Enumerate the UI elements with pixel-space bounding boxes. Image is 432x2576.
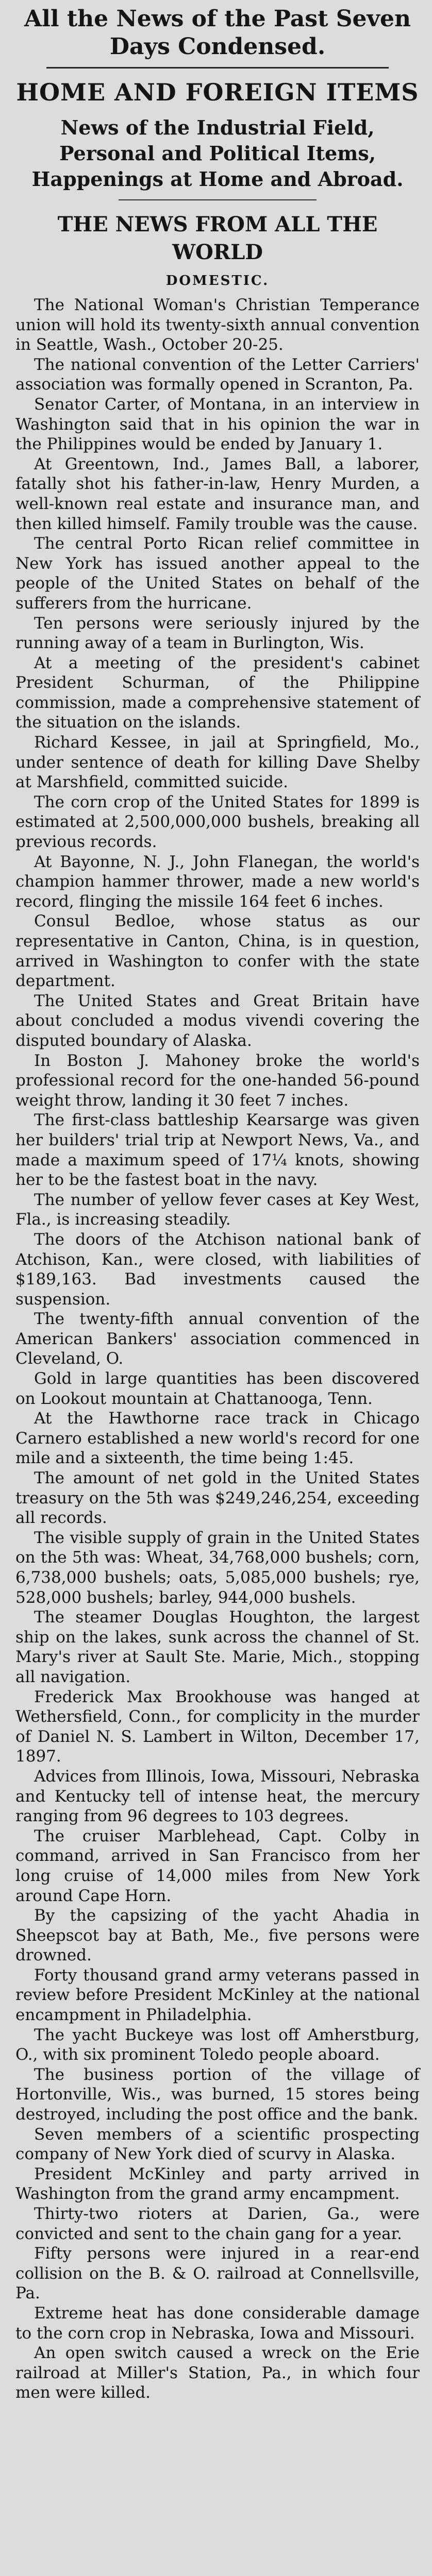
news-item: Ten persons were seriously injured by the running away of a team in Burlington, Wis. xyxy=(15,614,420,653)
news-item: The United States and Great Britain have about concluded a modus vivendi covering the disputed boundary of Alaska. xyxy=(15,991,420,1050)
news-item: Frederick Max Brookhouse was hanged at Wethersfield, Conn., for complicity in the murder of Daniel N. S. Lambert in Wilton, December 17, 1897. xyxy=(15,1687,420,1766)
news-item: Extreme heat has done considerable damage to the corn crop in Nebraska, Iowa and Missouri. xyxy=(15,2303,420,2343)
news-item: Senator Carter, of Montana, in an interview in Washington said that in his opinion the war in the Philippines would be ended by January 1. xyxy=(15,395,420,454)
news-item: Gold in large quantities has been discovered on Lookout mountain at Chattanooga, Tenn. xyxy=(15,1369,420,1408)
news-item: At a meeting of the president's cabinet President Schurman, of the Philippine commission, made a comprehensive statement of the situation on the islands. xyxy=(15,653,420,732)
news-item: Seven members of a scientific prospecting company of New York died of scurvy in Alaska. xyxy=(15,2125,420,2164)
news-item: The business portion of the village of Hortonville, Wis., was burned, 15 stores being destroyed, including the post office and the bank. xyxy=(15,2065,420,2124)
news-heading: THE NEWS FROM ALL THE WORLD xyxy=(57,212,378,264)
news-item: Consul Bedloe, whose status as our representative in Canton, China, is in question, arrived in Washington to confer with the state department. xyxy=(15,912,420,991)
news-item: President McKinley and party arrived in Washington from the grand army encampment. xyxy=(15,2164,420,2204)
news-column xyxy=(15,295,420,2403)
news-item: The amount of net gold in the United States treasury on the 5th was $249,246,254, exceeding all records. xyxy=(15,1469,420,1528)
news-item: The steamer Douglas Houghton, the largest ship on the lakes, sunk across the channel of St. Mary's river at Sault Ste. Marie, Mich., stopping all navigation. xyxy=(15,1608,420,1686)
news-item: An open switch caused a wreck on the Erie railroad at Miller's Station, Pa., in which four men were killed. xyxy=(15,2344,420,2402)
news-item: At the Hawthorne race track in Chicago Carnero established a new world's record for one mile and a sixteenth, the time being 1:45. xyxy=(15,1409,420,1468)
main-headline: All the News of the Past Seven Days Condensed. xyxy=(24,6,411,60)
news-item: Thirty-two rioters at Darien, Ga., were convicted and sent to the chain gang for a year. xyxy=(15,2205,420,2243)
news-item: The national convention of the Letter Carriers' association was formally opened in Scranton, Pa. xyxy=(15,355,420,394)
news-item: The central Porto Rican relief committee in New York has issued another appeal to the people of the United States on behalf of the sufferers from the hurricane. xyxy=(15,534,420,613)
news-item: In Boston J. Mahoney broke the world's professional record for the one-handed 56-pound weight throw, landing it 30 feet 7 inches. xyxy=(15,1051,420,1110)
section-rule xyxy=(119,199,317,200)
news-item: Forty thousand grand army veterans passed in review before President McKinley at the national encampment in Philadelphia. xyxy=(15,1965,420,2025)
news-item: The yacht Buckeye was lost off Amherstburg, O., with six prominent Toledo people aboard. xyxy=(15,2025,420,2064)
news-item: Advices from Illinois, Iowa, Missouri, Nebraska and Kentucky tell of intense heat, the mercury ranging from 96 degrees to 103 degrees. xyxy=(15,1767,420,1826)
news-item: The doors of the Atchison national bank of Atchison, Kan., were closed, with liabilities of $189,163. Bad investments caused the suspension. xyxy=(15,1230,420,1309)
news-item: At Greentown, Ind., James Ball, a laborer, fatally shot his father-in-law, Henry Murden, a well-known real estate and insurance man, and then killed himself. Family trouble was the cause. xyxy=(15,454,420,533)
news-item: The visible supply of grain in the United States on the 5th was: Wheat, 34,768,000 bushels; corn, 6,738,000 bushels; oats, 5,085,000 bushels; rye, 528,000 bushels; barley, 944,000 bushels. xyxy=(15,1528,420,1607)
news-item: By the capsizing of the yacht Ahadia in Sheepscot bay at Bath, Me., five persons were drowned. xyxy=(15,1906,420,1965)
subheading: News of the Industrial Field, Personal and Political Items, Happenings at Home and Abroad. xyxy=(31,116,404,191)
news-item: The corn crop of the United States for 1899 is estimated at 2,500,000,000 bushels, breaking all previous records. xyxy=(15,792,420,852)
news-item: Fifty persons were injured in a rear-end collision on the B. & O. railroad at Connellsville, Pa. xyxy=(15,2244,420,2303)
news-item: The National Woman's Christian Temperance union will hold its twenty-sixth annual convention in Seattle, Wash., October 20-25. xyxy=(15,296,420,354)
section-heading: HOME AND FOREIGN ITEMS xyxy=(16,78,419,106)
news-item: The number of yellow fever cases at Key West, Fla., is increasing steadily. xyxy=(15,1190,420,1229)
headline-rule xyxy=(46,67,389,69)
news-item: The first-class battleship Kearsarge was given her builders' trial trip at Newport News, Va., and made a maximum speed of 17¼ knots, showing her to be the fastest boat in the navy. xyxy=(15,1111,420,1190)
news-item: The twenty-fifth annual convention of the American Bankers' association commenced in Cleveland, O. xyxy=(15,1310,420,1368)
news-item: Richard Kessee, in jail at Springfield, Mo., under sentence of death for killing Dave Shelby at Marshfield, committed suicide. xyxy=(15,733,420,792)
news-item: At Bayonne, N. J., John Flanegan, the world's champion hammer thrower, made a new world's record, flinging the missile 164 feet 6 inches. xyxy=(15,852,420,911)
domestic-kicker: DOMESTIC. xyxy=(165,273,270,289)
news-item: The cruiser Marblehead, Capt. Colby in command, arrived in San Francisco from her long cruise of 14,000 miles from New York around Cape Horn. xyxy=(15,1826,420,1905)
